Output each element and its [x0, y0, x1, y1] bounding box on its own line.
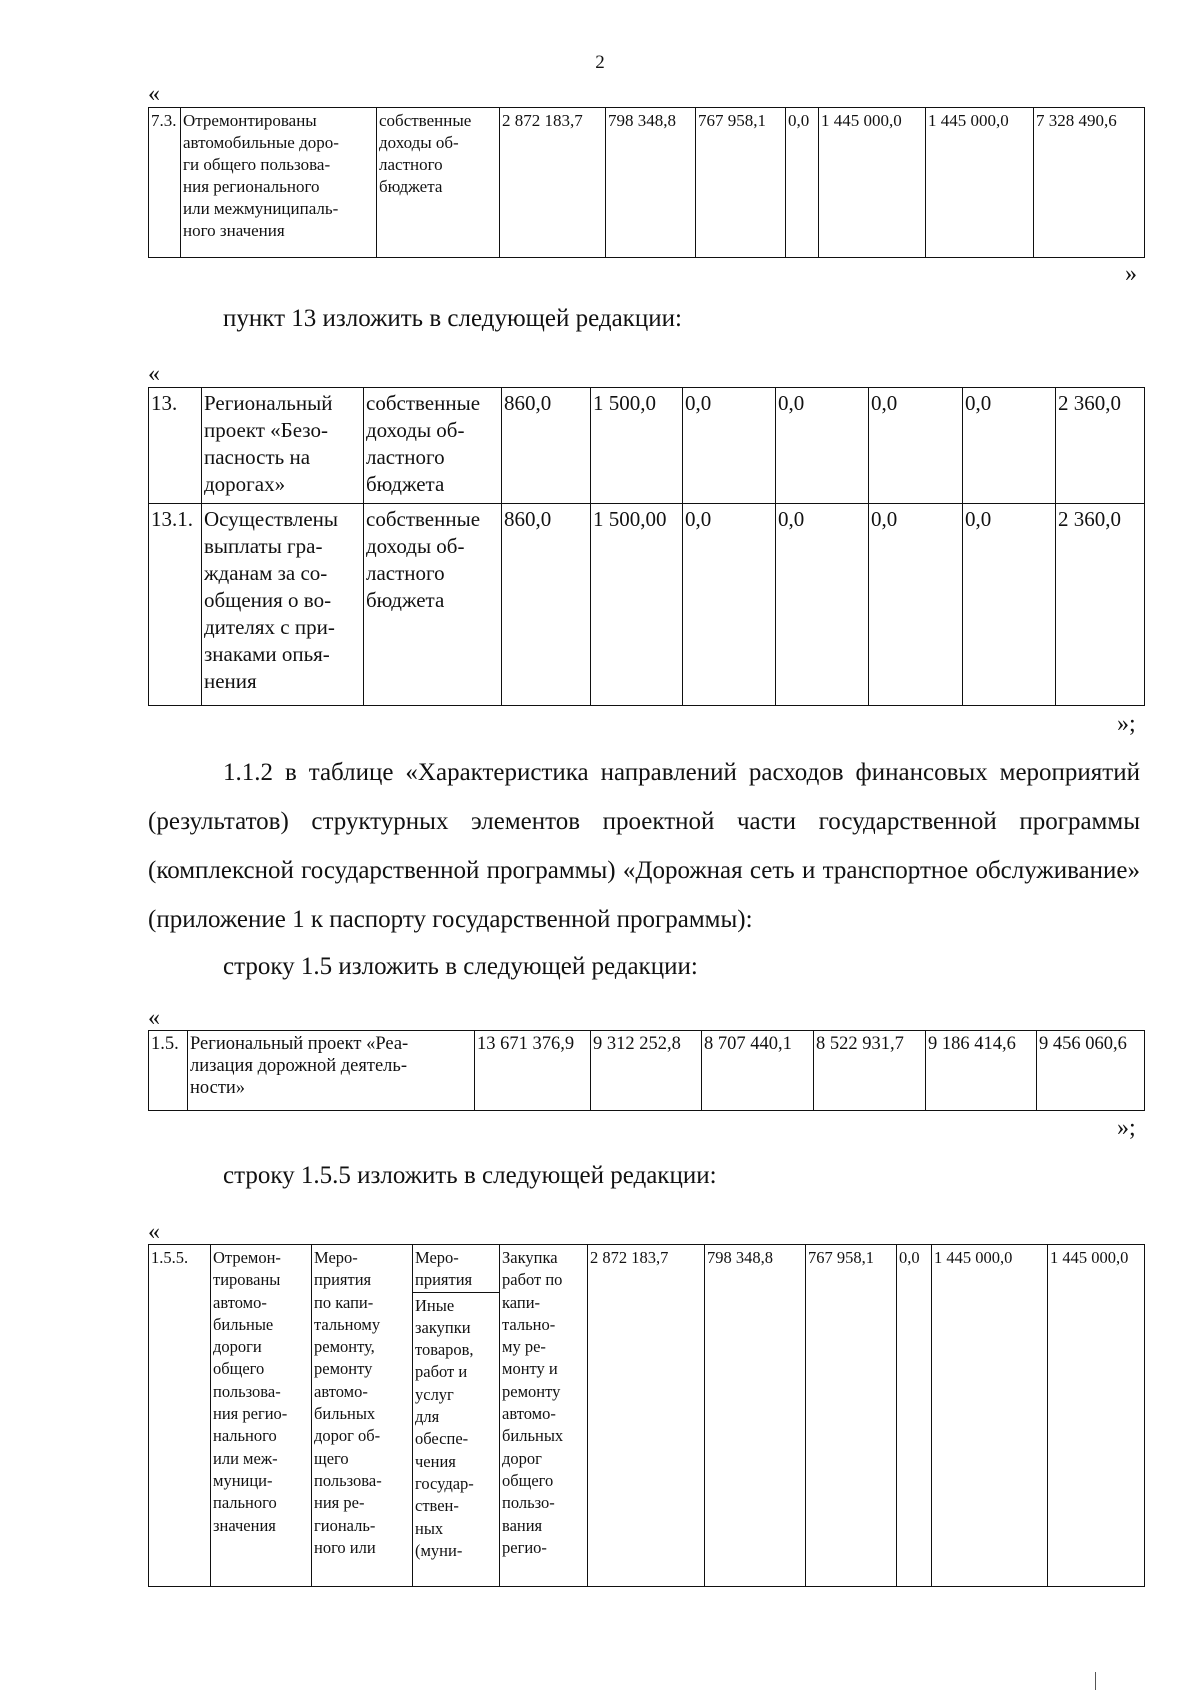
row-number: 13.1.: [149, 504, 202, 706]
row-name: Региональный проект «Безо- пасность на дорогах»: [202, 388, 364, 504]
page-number: 2: [595, 52, 605, 73]
open-quote: «: [148, 361, 160, 387]
value-cell: 1 500,0: [591, 388, 683, 504]
activity-type: Меро- приятия по капи- тальному ремонту, ремонту автомо- бильных дорог об- щего пользова- ния ре- гиональ- ного или: [312, 1245, 413, 1587]
row-name: Отремонтированы автомобильные доро- ги общего пользова- ния регионального или межмуниципаль- ного значения: [181, 108, 377, 258]
value-cell: 7 328 490,6: [1034, 108, 1145, 258]
value-cell: 8 522 931,7: [814, 1031, 926, 1111]
heading-item-13: пункт 13 изложить в следующей редакции:: [223, 305, 682, 332]
value-cell: 798 348,8: [705, 1245, 806, 1587]
paragraph-1-1-2: 1.1.2 в таблице «Характеристика направлений расходов финансовых мероприятий (результатов) структурных элементов проектной части государственной программы (комплексной государственной программы) «Дорожная сеть и транспортное обслуживание» (приложение 1 к паспорту государственной программы):: [148, 759, 1140, 933]
table-row-1-5: [148, 1030, 1145, 1111]
row-number: 13.: [149, 388, 202, 504]
row-name: Осуществлены выплаты гра- жданам за со- общения о во- дителях с при- знаками опья- нения: [202, 504, 364, 706]
expense-type-head: Меро- приятия: [415, 1248, 473, 1290]
funding-source: собственные доходы об- ластного бюджета: [364, 504, 502, 706]
value-cell: 9 186 414,6: [926, 1031, 1037, 1111]
open-quote: «: [148, 1005, 160, 1031]
heading-row-1-5-5: строку 1.5.5 изложить в следующей редакции:: [223, 1162, 717, 1189]
value-cell: 767 958,1: [696, 108, 786, 258]
table-row-7-3: [148, 107, 1145, 258]
value-cell: 2 872 183,7: [588, 1245, 705, 1587]
expense-type: [413, 1245, 500, 1587]
value-cell: 0,0: [963, 388, 1056, 504]
value-cell: 798 348,8: [606, 108, 696, 258]
value-cell: 0,0: [776, 388, 869, 504]
value-cell: 1 445 000,0: [819, 108, 926, 258]
value-cell: 0,0: [869, 388, 963, 504]
heading-row-1-5: строку 1.5 изложить в следующей редакции:: [223, 953, 698, 980]
expense-type-detail: Иные закупки товаров, работ и услуг для обеспе- чения государ- ствен- ных (муни-: [413, 1292, 499, 1563]
value-cell: 0,0: [786, 108, 819, 258]
value-cell: 0,0: [776, 504, 869, 706]
value-cell: 9 312 252,8: [591, 1031, 702, 1111]
value-cell: 860,0: [502, 388, 591, 504]
value-cell: 0,0: [683, 388, 776, 504]
value-cell: 1 445 000,0: [932, 1245, 1048, 1587]
value-cell: 0,0: [963, 504, 1056, 706]
value-cell: 767 958,1: [806, 1245, 897, 1587]
value-cell: 1 445 000,0: [1048, 1245, 1145, 1587]
value-cell: 2 872 183,7: [500, 108, 606, 258]
value-cell: 2 360,0: [1056, 504, 1145, 706]
table-row-1-5-5: [148, 1244, 1145, 1587]
row-number: 1.5.: [149, 1031, 188, 1111]
procurement-type: Закупка работ по капи- тально- му ре- монту и ремонту автомо- бильных дорог общего пользо- вания регио-: [500, 1245, 588, 1587]
value-cell: 0,0: [897, 1245, 932, 1587]
scan-mark: [1095, 1672, 1096, 1690]
value-cell: 1 500,00: [591, 504, 683, 706]
row-name: Региональный проект «Реа- лизация дорожной деятель- ности»: [188, 1031, 475, 1111]
value-cell: 2 360,0: [1056, 388, 1145, 504]
open-quote: «: [148, 81, 160, 107]
value-cell: 13 671 376,9: [475, 1031, 591, 1111]
open-quote: «: [148, 1219, 160, 1245]
row-number: 1.5.5.: [149, 1245, 211, 1587]
value-cell: 0,0: [869, 504, 963, 706]
value-cell: 8 707 440,1: [702, 1031, 814, 1111]
close-quote: »: [1125, 261, 1137, 287]
table-item-13: [148, 387, 1145, 706]
close-quote: »;: [1117, 711, 1136, 737]
value-cell: 1 445 000,0: [926, 108, 1034, 258]
row-number: 7.3.: [149, 108, 181, 258]
value-cell: 9 456 060,6: [1037, 1031, 1145, 1111]
value-cell: 0,0: [683, 504, 776, 706]
value-cell: 860,0: [502, 504, 591, 706]
close-quote: »;: [1117, 1115, 1136, 1141]
row-name: Отремон- тированы автомо- бильные дороги общего пользова- ния регио- нального или меж- муници- пального значения: [211, 1245, 312, 1587]
funding-source: собственные доходы об- ластного бюджета: [364, 388, 502, 504]
funding-source: собственные доходы об- ластного бюджета: [377, 108, 500, 258]
